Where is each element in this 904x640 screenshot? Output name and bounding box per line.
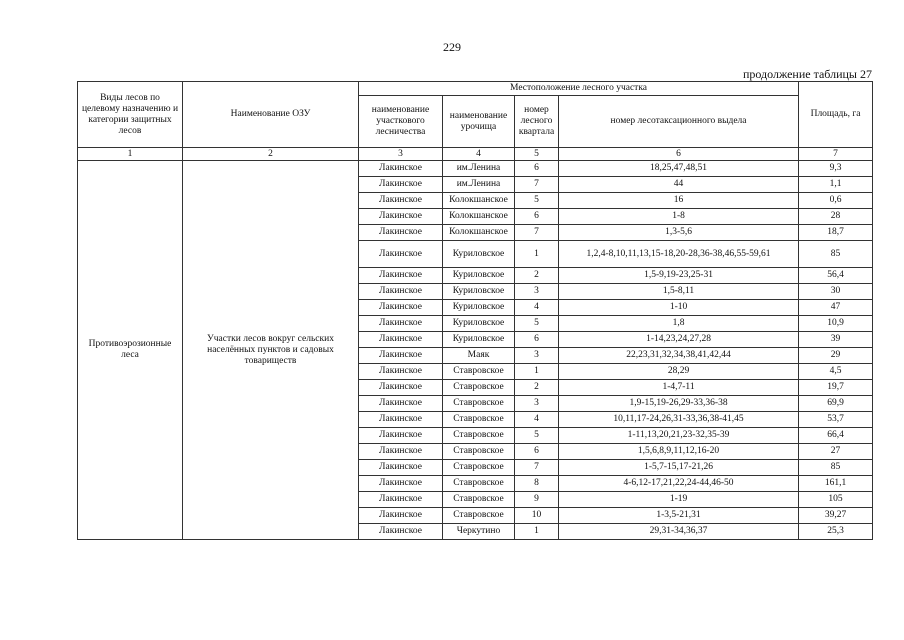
quarter-cell: 5	[515, 316, 559, 332]
quarter-cell: 1	[515, 241, 559, 268]
quarter-cell: 7	[515, 460, 559, 476]
district-cell: Лакинское	[359, 412, 443, 428]
district-cell: Лакинское	[359, 508, 443, 524]
quarter-cell: 7	[515, 177, 559, 193]
sections-cell: 1-11,13,20,21,23-32,35-39	[559, 428, 799, 444]
quarter-cell: 6	[515, 332, 559, 348]
sections-cell: 18,25,47,48,51	[559, 161, 799, 177]
area-cell: 18,7	[799, 225, 873, 241]
page-number: 229	[443, 40, 461, 54]
district-cell: Лакинское	[359, 348, 443, 364]
quarter-cell: 6	[515, 209, 559, 225]
tract-cell: Колокшанское	[443, 225, 515, 241]
area-cell: 28	[799, 209, 873, 225]
sections-cell: 1,5-8,11	[559, 284, 799, 300]
district-cell: Лакинское	[359, 268, 443, 284]
area-cell: 85	[799, 460, 873, 476]
district-cell: Лакинское	[359, 428, 443, 444]
sections-cell: 10,11,17-24,26,31-33,36,38-41,45	[559, 412, 799, 428]
area-cell: 25,3	[799, 524, 873, 540]
tract-cell: Колокшанское	[443, 193, 515, 209]
area-cell: 9,3	[799, 161, 873, 177]
forest-type-cell: Противоэрозионные леса	[78, 161, 183, 540]
tract-cell: Черкутино	[443, 524, 515, 540]
tract-cell: Куриловское	[443, 284, 515, 300]
sections-cell: 1-4,7-11	[559, 380, 799, 396]
sections-cell: 1,2,4-8,10,11,13,15-18,20-28,36-38,46,55-59,61	[559, 241, 799, 268]
column-number: 4	[443, 148, 515, 161]
area-cell: 4,5	[799, 364, 873, 380]
quarter-cell: 6	[515, 161, 559, 177]
column-number: 3	[359, 148, 443, 161]
quarter-cell: 1	[515, 364, 559, 380]
sections-cell: 1,5-9,19-23,25-31	[559, 268, 799, 284]
tract-cell: Ставровское	[443, 444, 515, 460]
sections-cell: 1-10	[559, 300, 799, 316]
quarter-cell: 5	[515, 193, 559, 209]
district-cell: Лакинское	[359, 444, 443, 460]
sections-cell: 1-19	[559, 492, 799, 508]
tract-cell: Ставровское	[443, 428, 515, 444]
district-cell: Лакинское	[359, 209, 443, 225]
table-body	[78, 161, 873, 540]
district-cell: Лакинское	[359, 177, 443, 193]
tract-cell: Ставровское	[443, 476, 515, 492]
sections-cell: 1,8	[559, 316, 799, 332]
tract-cell: Куриловское	[443, 300, 515, 316]
tract-cell: Колокшанское	[443, 209, 515, 225]
quarter-cell: 8	[515, 476, 559, 492]
district-cell: Лакинское	[359, 476, 443, 492]
table-continuation-label: продолжение таблицы 27	[742, 67, 872, 81]
district-cell: Лакинское	[359, 316, 443, 332]
tract-cell: Куриловское	[443, 316, 515, 332]
header-area: Площадь, га	[799, 82, 873, 148]
quarter-cell: 4	[515, 300, 559, 316]
area-cell: 85	[799, 241, 873, 268]
tract-cell: Ставровское	[443, 380, 515, 396]
sections-cell: 44	[559, 177, 799, 193]
tract-cell: Ставровское	[443, 364, 515, 380]
sections-cell: 1-14,23,24,27,28	[559, 332, 799, 348]
quarter-cell: 7	[515, 225, 559, 241]
tract-cell: Ставровское	[443, 492, 515, 508]
quarter-cell: 5	[515, 428, 559, 444]
forest-table	[77, 81, 873, 540]
tract-cell: им.Ленина	[443, 177, 515, 193]
quarter-cell: 3	[515, 348, 559, 364]
area-cell: 105	[799, 492, 873, 508]
header-forest-type: Виды лесов по целевому назначению и категории защитных лесов	[78, 82, 183, 148]
district-cell: Лакинское	[359, 524, 443, 540]
quarter-cell: 1	[515, 524, 559, 540]
area-cell: 66,4	[799, 428, 873, 444]
district-cell: Лакинское	[359, 300, 443, 316]
tract-cell: им.Ленина	[443, 161, 515, 177]
tract-cell: Ставровское	[443, 396, 515, 412]
district-cell: Лакинское	[359, 161, 443, 177]
header-location: Местоположение лесного участка	[359, 82, 799, 96]
quarter-cell: 3	[515, 396, 559, 412]
tract-cell: Ставровское	[443, 412, 515, 428]
district-cell: Лакинское	[359, 332, 443, 348]
quarter-cell: 9	[515, 492, 559, 508]
district-cell: Лакинское	[359, 241, 443, 268]
tract-cell: Куриловское	[443, 268, 515, 284]
area-cell: 69,9	[799, 396, 873, 412]
sections-cell: 1,3-5,6	[559, 225, 799, 241]
column-number: 7	[799, 148, 873, 161]
area-cell: 30	[799, 284, 873, 300]
area-cell: 29	[799, 348, 873, 364]
sections-cell: 1-3,5-21,31	[559, 508, 799, 524]
area-cell: 47	[799, 300, 873, 316]
tract-cell: Куриловское	[443, 241, 515, 268]
area-cell: 10,9	[799, 316, 873, 332]
district-cell: Лакинское	[359, 225, 443, 241]
column-number: 1	[78, 148, 183, 161]
header-tract: наименование урочища	[443, 96, 515, 148]
district-cell: Лакинское	[359, 364, 443, 380]
column-number: 2	[183, 148, 359, 161]
area-cell: 19,7	[799, 380, 873, 396]
area-cell: 161,1	[799, 476, 873, 492]
header-quarter: номер лесного квартала	[515, 96, 559, 148]
district-cell: Лакинское	[359, 396, 443, 412]
area-cell: 56,4	[799, 268, 873, 284]
column-number: 5	[515, 148, 559, 161]
district-cell: Лакинское	[359, 193, 443, 209]
sections-cell: 1,9-15,19-26,29-33,36-38	[559, 396, 799, 412]
sections-cell: 28,29	[559, 364, 799, 380]
sections-cell: 1-8	[559, 209, 799, 225]
tract-cell: Куриловское	[443, 332, 515, 348]
district-cell: Лакинское	[359, 284, 443, 300]
area-cell: 1,1	[799, 177, 873, 193]
quarter-cell: 10	[515, 508, 559, 524]
quarter-cell: 3	[515, 284, 559, 300]
tract-cell: Ставровское	[443, 460, 515, 476]
area-cell: 39,27	[799, 508, 873, 524]
header-district: наименование участкового лесничества	[359, 96, 443, 148]
area-cell: 27	[799, 444, 873, 460]
quarter-cell: 6	[515, 444, 559, 460]
sections-cell: 22,23,31,32,34,38,41,42,44	[559, 348, 799, 364]
area-cell: 39	[799, 332, 873, 348]
district-cell: Лакинское	[359, 492, 443, 508]
sections-cell: 29,31-34,36,37	[559, 524, 799, 540]
sections-cell: 16	[559, 193, 799, 209]
column-number-row	[78, 148, 873, 161]
area-cell: 53,7	[799, 412, 873, 428]
tract-cell: Маяк	[443, 348, 515, 364]
district-cell: Лакинское	[359, 460, 443, 476]
column-number: 6	[559, 148, 799, 161]
header-section: номер лесотаксационного выдела	[559, 96, 799, 148]
quarter-cell: 4	[515, 412, 559, 428]
sections-cell: 1-5,7-15,17-21,26	[559, 460, 799, 476]
quarter-cell: 2	[515, 380, 559, 396]
quarter-cell: 2	[515, 268, 559, 284]
tract-cell: Ставровское	[443, 508, 515, 524]
sections-cell: 1,5,6,8,9,11,12,16-20	[559, 444, 799, 460]
ozu-name-cell: Участки лесов вокруг сельских населённых пунктов и садовых товариществ	[183, 161, 359, 540]
district-cell: Лакинское	[359, 380, 443, 396]
sections-cell: 4-6,12-17,21,22,24-44,46-50	[559, 476, 799, 492]
table-row	[78, 161, 873, 177]
header-ozu-name: Наименование ОЗУ	[183, 82, 359, 148]
area-cell: 0,6	[799, 193, 873, 209]
